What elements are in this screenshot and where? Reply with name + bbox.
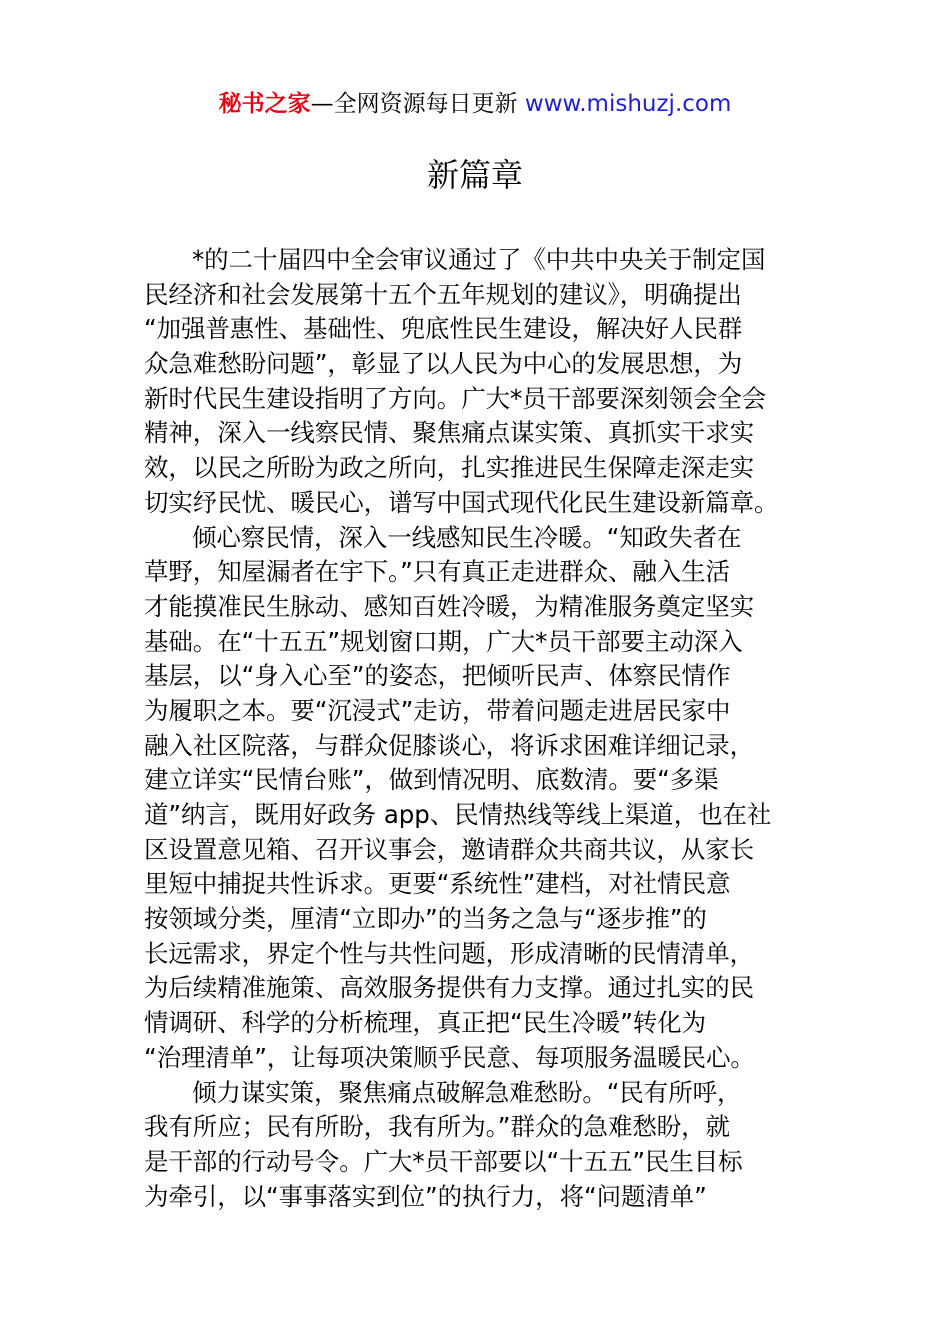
text-line: 区设置意见箱、召开议事会，邀请群众共商共议，从家长: [144, 834, 754, 864]
text-line: 切实纾民忧、暖民心，谱写中国式现代化民生建设新篇章。: [144, 487, 779, 517]
header-tagline: —全网资源每日更新: [310, 91, 525, 117]
text-line: 才能摸准民生脉动、感知百姓冷暖，为精准服务奠定坚实: [144, 591, 754, 621]
text-line: 长远需求，界定个性与共性问题，形成清晰的民情清单，: [144, 938, 754, 968]
text-line: 基础。在“十五五”规划窗口期，广大*员干部要主动深入: [144, 626, 743, 656]
text-line: 建立详实“民情台账”，做到情况明、底数清。要“多渠: [144, 765, 719, 795]
text-line: 为后续精准施策、高效服务提供有力支撑。通过扎实的民: [144, 973, 754, 1003]
text-line: 情调研、科学的分析梳理，真正把“民生冷暖”转化为: [144, 1008, 706, 1038]
text-line: 融入社区院落，与群众促膝谈心，将诉求困难详细记录，: [144, 730, 754, 760]
page-title: 新篇章: [426, 156, 523, 194]
text-line: 道”纳言，既用好政务 app、民情热线等线上渠道，也在社: [144, 800, 772, 829]
text-line: “治理清单”，让每项决策顺乎民意、每项服务温暖民心。: [144, 1042, 755, 1072]
brand-name: 秘书之家: [218, 91, 311, 117]
text-line: 是干部的行动号令。广大*员干部要以“十五五”民生目标: [144, 1146, 743, 1176]
text-line: *的二十届四中全会审议通过了《中共中央关于制定国: [192, 245, 766, 274]
text-line: 为履职之本。要“沉浸式”走访，带着问题走进居民家中: [144, 695, 731, 725]
text-line: 里短中捕捉共性诉求。更要“系统性”建档，对社情民意: [144, 869, 731, 899]
text-line: 倾心察民情，深入一线感知民生冷暖。“知政失者在: [192, 522, 742, 552]
text-line: 众急难愁盼问题”，彰显了以人民为中心的发展思想，为: [144, 349, 743, 379]
text-line: “加强普惠性、基础性、兜底性民生建设，解决好人民群: [144, 314, 743, 344]
text-line: 精神，深入一线察民情、聚焦痛点谋实策、真抓实干求实: [144, 418, 754, 448]
site-url-link[interactable]: www.mishuzj.com: [524, 91, 732, 117]
text-line: 民经济和社会发展第十五个五年规划的建议》，明确提出: [144, 279, 742, 309]
text-line: 倾力谋实策，聚焦痛点破解急难愁盼。“民有所呼，: [192, 1077, 742, 1107]
text-line: 为牵引，以“事事落实到位”的执行力，将“问题清单”: [144, 1181, 707, 1211]
site-header: [0, 88, 950, 120]
text-line: 效，以民之所盼为政之所向，扎实推进民生保障走深走实: [144, 453, 754, 483]
text-line: 草野，知屋漏者在宇下。”只有真正走进群众、融入生活: [144, 557, 730, 587]
text-line: 按领域分类，厘清“立即办”的当务之急与“逐步推”的: [144, 904, 707, 934]
text-line: 新时代民生建设指明了方向。广大*员干部要深刻领会全会: [144, 383, 767, 413]
text-line: 我有所应；民有所盼，我有所为。”群众的急难愁盼，就: [144, 1112, 730, 1142]
article-body: [144, 243, 810, 1214]
text-line: 基层，以“身入心至”的姿态，把倾听民声、体察民情作: [144, 661, 731, 691]
